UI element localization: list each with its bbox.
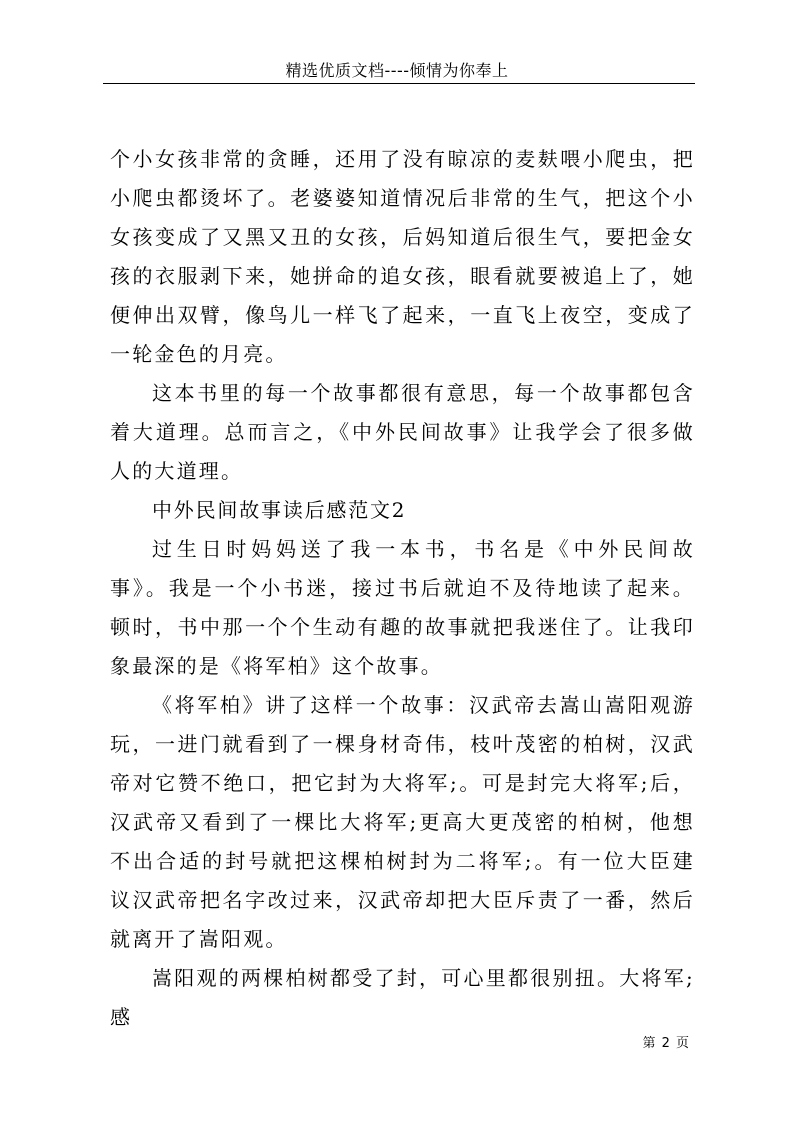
paragraph-continued: 嵩阳观的两棵柏树都受了封，可心里都很别扭。大将军;感 [110,966,695,1029]
document-body [110,140,695,1037]
section-heading: 中外民间故事读后感范文2 [152,498,407,522]
paragraph-story: 《将军柏》讲了这样一个故事：汉武帝去嵩山嵩阳观游玩，一进门就看到了一棵身材奇伟，枝叶茂密的柏树，汉武帝对它赞不绝口，把它封为大将军;。可是封完大将军;后，汉武帝又看到了一棵比大将军;更高大更茂密的柏树，他想不出合适的封号就把这棵柏树封为二将军;。有一位大臣建议汉武帝把名字改过来，汉武帝却把大臣斥责了一番，然后就离开了嵩阳观。 [110,693,695,951]
page-number: 第 2 页 [642,1036,690,1051]
paragraph-continuation: 个小女孩非常的贪睡，还用了没有晾凉的麦麸喂小爬虫，把小爬虫都烫坏了。老婆婆知道情况后非常的生气，把这个小女孩变成了又黑又丑的女孩，后妈知道后很生气，要把金女孩的衣服剥下来，她拼命的追女孩，眼看就要被追上了，她便伸出双臂，像鸟儿一样飞了起来，一直飞上夜空，变成了一轮金色的月亮。 [110,147,695,366]
paragraph-intro: 过生日时妈妈送了我一本书，书名是《中外民间故事》。我是一个小书迷，接过书后就迫不及待地读了起来。顿时，书中那一个个生动有趣的故事就把我迷住了。让我印象最深的是《将军柏》这个故事。 [110,537,695,678]
header-divider [103,83,695,84]
paragraph-summary: 这本书里的每一个故事都很有意思，每一个故事都包含着大道理。总而言之，《中外民间故事》让我学会了很多做人的大道理。 [110,381,695,483]
page-header-title: 精选优质文档----倾情为你奉上 [285,61,509,80]
